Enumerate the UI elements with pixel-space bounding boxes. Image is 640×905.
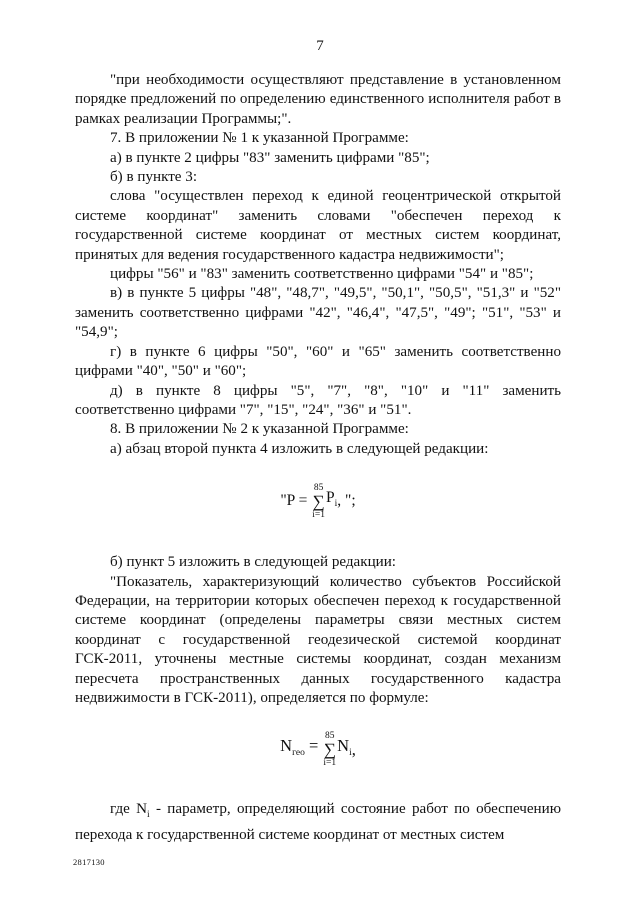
paragraph-item-8: 8. В приложении № 2 к указанной Программе: — [110, 421, 409, 438]
formula-ngeo-term-symbol: N — [337, 735, 350, 755]
formula-ngeo-upper-limit: 85 — [325, 730, 335, 741]
paragraph-7g: г) в пункте 6 цифры "50", "60" и "65" заменить соответственно цифрами "40", "50" и "60"; — [75, 343, 561, 380]
paragraph-7b-words: слова "осуществлен переход к единой геоцентрической открытой системе координат" заменить словами "обеспечен переход к государственной системе координат от местных систем координат, принятых для ведения государственного кадастра недвижимости"; — [75, 188, 561, 263]
formula-ngeo-term — [337, 736, 352, 763]
formula-p-left: "P = — [280, 492, 312, 510]
paragraph-8a: а) абзац второй пункта 4 изложить в следующей редакции: — [110, 440, 489, 457]
paragraph-7b-numbers: цифры "56" и "83" заменить соответственно цифрами "54" и "85"; — [110, 266, 534, 283]
formula-p-lower-limit: i=1 — [312, 509, 325, 520]
formula-ngeo-eq: = — [304, 735, 323, 755]
formula-p-upper-limit: 85 — [313, 482, 324, 493]
document-id: 2817130 — [73, 857, 105, 867]
formula-p-right: , "; — [337, 492, 356, 510]
formula-p-term-sub: i — [334, 498, 338, 509]
paragraph-7b: б) в пункте 3: — [110, 169, 198, 186]
where-rest: - параметр, определяющий состояние работ по обеспечению перехода к государственной системе координат от местных систем — [75, 801, 561, 843]
formula-p-term-symbol: P — [325, 488, 335, 506]
page-number: 7 — [316, 38, 324, 54]
formula-ngeo-sum — [75, 714, 561, 784]
paragraph-where-ni — [75, 800, 561, 845]
formula-ngeo-lower-limit: i=1 — [323, 757, 337, 768]
document-body — [75, 71, 561, 845]
paragraph-7v: в) в пункте 5 цифры "48", "48,7", "49,5", "50,1", "50,5", "51,3" и "52" заменить соответственно цифрами "42", "46,4", "47,5", "49"; "51", "53" и "54,9"; — [75, 285, 561, 341]
formula-ngeo-left — [280, 736, 322, 763]
paragraph-7a: а) в пункте 2 цифры "83" заменить цифрами "85"; — [110, 149, 430, 166]
paragraph-8b: б) пункт 5 изложить в следующей редакции: — [110, 554, 396, 571]
paragraph-item-7: 7. В приложении № 1 к указанной Программе: — [110, 130, 409, 147]
where-prefix: где N — [110, 801, 148, 818]
paragraph-7d: д) в пункте 8 цифры "5", "7", "8", "10" и "11" заменить соответственно цифрами "7", "15", "24", "36" и "51". — [75, 382, 561, 418]
formula-p-sum — [75, 463, 561, 539]
formula-ngeo-summation — [323, 731, 336, 768]
formula-ngeo-symbol: N — [280, 735, 293, 755]
formula-ngeo-term-sub: i — [349, 747, 352, 758]
where-sub: i — [147, 810, 150, 821]
formula-ngeo-sub: гео — [292, 747, 305, 758]
paragraph-indicator-definition: "Показатель, характеризующий количество субъектов Российской Федерации, на территории которых обеспечен переход к государственной системе координат (определены параметры связи местных систем координат с государственной геодезической системой координат ГСК-2011, уточнены местные системы координат, создан механизм пересчета пространственных данных государственного кадастра недвижимости в ГСК-2011), определяется по формуле: — [75, 573, 561, 706]
sigma-icon: ∑ — [312, 491, 325, 511]
paragraph-quote-executor: "при необходимости осуществляют представление в установленном порядке предложений по определению единственного исполнителя работ в рамках реализации Программы;". — [75, 72, 561, 127]
formula-p-term — [326, 488, 337, 514]
formula-p-summation — [312, 483, 325, 520]
formula-ngeo-right: , — [351, 739, 356, 759]
sigma-icon: ∑ — [323, 739, 336, 759]
